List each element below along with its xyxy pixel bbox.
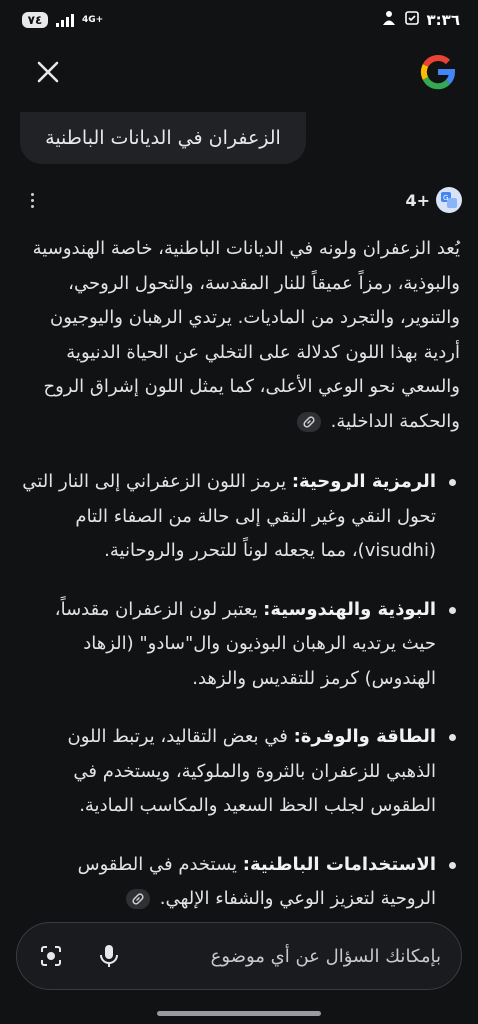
list-item [20, 848, 460, 917]
bullet-text: يعتبر لون الزعفران مقدساً، حيث يرتديه الرهبان البوذيون وال"سادو" (الزهاد الهندوس) كرمز للتقديس والزهد. [54, 598, 436, 689]
sources-count: 4+ [405, 190, 430, 210]
link-icon [302, 415, 316, 429]
more-options-button[interactable] [26, 190, 38, 210]
dot [31, 205, 34, 208]
close-icon [36, 60, 60, 84]
ask-input-bar[interactable] [16, 922, 462, 990]
bullet-text: يستخدم في الطقوس الروحية لتعزيز الوعي والشفاء الإلهي. [77, 853, 436, 909]
list-item [20, 720, 460, 824]
bullet-text: يرمز اللون الزعفراني إلى النار التي تحول النقي وغير النقي إلى حالة من الصفاء التام (visudhi)، مما يجعله لوناً للتحرر والروحانية. [22, 471, 436, 561]
query-bubble [20, 112, 306, 164]
google-translate-icon [436, 187, 462, 213]
google-logo [418, 52, 458, 92]
link-icon [131, 892, 145, 906]
notification-icon [405, 11, 419, 29]
clock: ٣:٣٦ [426, 11, 460, 29]
bullet-term: الطاقة والوفرة: [293, 726, 436, 747]
answer-bullets [20, 465, 460, 917]
sources-button[interactable] [405, 187, 462, 213]
close-button[interactable] [32, 56, 64, 88]
person-icon [381, 10, 397, 30]
voice-button[interactable] [95, 942, 123, 970]
bullet-term: الرمزية الروحية: [291, 471, 436, 492]
list-item [20, 465, 460, 569]
camera-lens-icon [39, 944, 63, 968]
status-left [22, 12, 103, 28]
query-text: الزعفران في الديانات الباطنية [45, 127, 281, 149]
network-type: 4G+ [82, 14, 104, 25]
status-bar [0, 0, 478, 40]
battery-indicator: ٧٤ [22, 12, 48, 28]
google-g-icon [418, 52, 458, 92]
answer-intro [20, 232, 460, 439]
dot [31, 193, 34, 196]
answer-content [20, 232, 460, 941]
bullet-text: في بعض التقاليد، يرتبط اللون الذهبي للزعفران بالثروة والملوكية، ويستخدم في الطقوس لجلب الحظ السعيد والمكاسب المادية. [67, 726, 436, 816]
source-link-chip[interactable] [126, 889, 150, 909]
intro-text: يُعد الزعفران ولونه في الديانات الباطنية، خاصة الهندوسية والبوذية، رمزاً عميقاً للنار المقدسة، والتحول الروحي، والتنوير، والتجرد من الماديات. يرتدي الرهبان واليوجيون أردية بهذا اللون كدلالة على التخلي عن الحياة الدنيوية والسعي نحو الوعي الأعلى، كما يمثل اللون إشراق الروح والحكمة الداخلية. [32, 238, 460, 432]
home-indicator[interactable] [157, 1011, 321, 1016]
svg-text:G: G [443, 194, 449, 202]
status-right [381, 10, 460, 30]
list-item [20, 593, 460, 697]
source-link-chip[interactable] [297, 412, 321, 432]
signal-icon [56, 13, 74, 27]
lens-button[interactable] [37, 942, 65, 970]
bullet-term: الاستخدامات الباطنية: [242, 853, 436, 875]
bullet-term: البوذية والهندوسية: [263, 598, 436, 620]
ask-input-placeholder: بإمكانك السؤال عن أي موضوع [210, 945, 441, 967]
mic-icon [98, 944, 120, 968]
dot [31, 199, 34, 202]
